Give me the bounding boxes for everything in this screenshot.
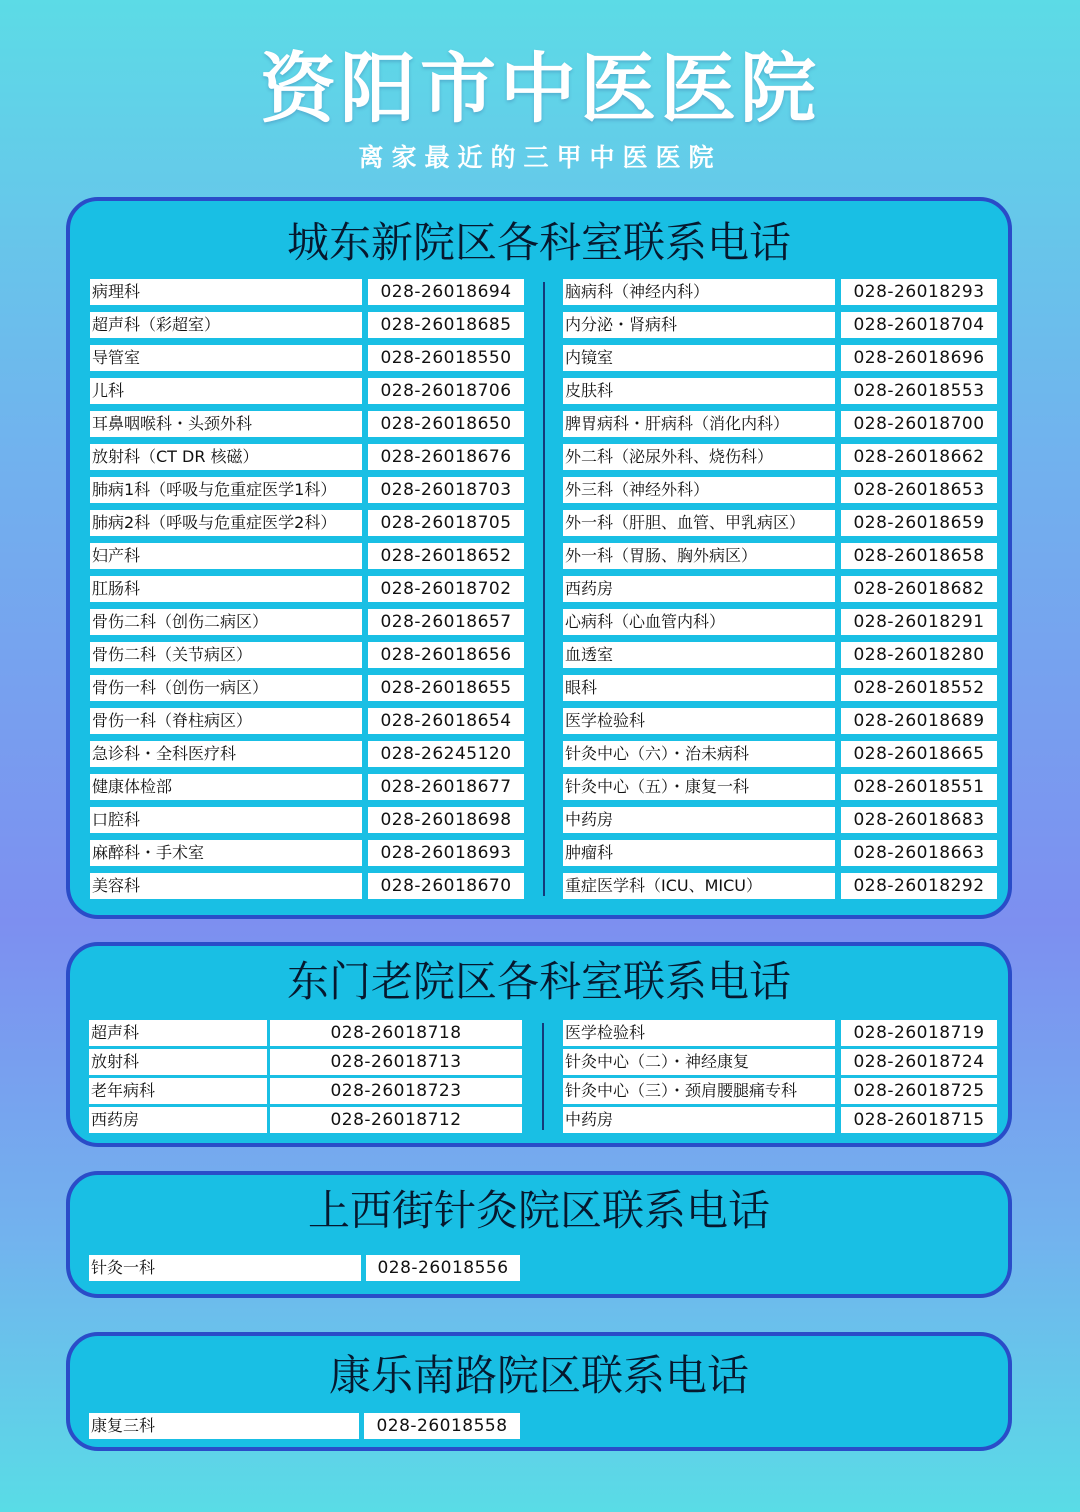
phone-number: 028-26018703 <box>368 477 524 503</box>
department-name: 肺病1科（呼吸与危重症医学1科） <box>90 477 362 503</box>
department-row <box>70 1413 1008 1439</box>
department-row <box>70 1049 1008 1075</box>
department-name: 耳鼻咽喉科・头颈外科 <box>90 411 362 437</box>
phone-number: 028-26018650 <box>368 411 524 437</box>
department-name: 医学检验科 <box>563 1020 835 1046</box>
department-row <box>70 411 1008 437</box>
department-name: 口腔科 <box>90 807 362 833</box>
phone-number: 028-26018704 <box>841 312 997 338</box>
phone-number: 028-26018715 <box>841 1107 997 1133</box>
phone-number: 028-26018663 <box>841 840 997 866</box>
department-name: 骨伤二科（关节病区） <box>90 642 362 668</box>
department-name: 外二科（泌尿外科、烧伤科） <box>563 444 835 470</box>
department-name: 中药房 <box>563 807 835 833</box>
phone-number: 028-26018662 <box>841 444 997 470</box>
department-row <box>70 1255 1008 1281</box>
department-name: 老年病科 <box>89 1078 267 1104</box>
department-row <box>70 807 1008 833</box>
department-name: 内分泌・肾病科 <box>563 312 835 338</box>
hospital-slogan: 离家最近的三甲中医医院 <box>358 143 722 172</box>
department-row <box>70 642 1008 668</box>
phone-number: 028-26018725 <box>841 1078 997 1104</box>
department-name: 超声科（彩超室） <box>90 312 362 338</box>
department-row <box>70 477 1008 503</box>
column-divider <box>542 1023 544 1130</box>
phone-number: 028-26018696 <box>841 345 997 371</box>
department-name: 中药房 <box>563 1107 835 1133</box>
phone-number: 028-26018676 <box>368 444 524 470</box>
department-name: 导管室 <box>90 345 362 371</box>
department-name: 肿瘤科 <box>563 840 835 866</box>
department-row <box>70 609 1008 635</box>
phone-number: 028-26018670 <box>368 873 524 899</box>
campus-section <box>66 1171 1012 1298</box>
department-name: 眼科 <box>563 675 835 701</box>
department-name: 医学检验科 <box>563 708 835 734</box>
hospital-title: 资阳市中医医院 <box>260 44 820 133</box>
phone-number: 028-26018550 <box>368 345 524 371</box>
phone-number: 028-26018705 <box>368 510 524 536</box>
section-title: 康乐南路院区联系电话 <box>328 1351 749 1400</box>
department-name: 病理科 <box>90 279 362 305</box>
phone-number: 028-26018652 <box>368 543 524 569</box>
department-name: 脑病科（神经内科） <box>563 279 835 305</box>
department-name: 皮肤科 <box>563 378 835 404</box>
phone-number: 028-26018654 <box>368 708 524 734</box>
department-name: 超声科 <box>89 1020 267 1046</box>
department-name: 放射科 <box>89 1049 267 1075</box>
phone-number: 028-26018657 <box>368 609 524 635</box>
phone-number: 028-26018693 <box>368 840 524 866</box>
department-name: 骨伤二科（创伤二病区） <box>90 609 362 635</box>
department-name: 骨伤一科（创伤一病区） <box>90 675 362 701</box>
phone-number: 028-26245120 <box>368 741 524 767</box>
phone-number: 028-26018719 <box>841 1020 997 1046</box>
phone-number: 028-26018689 <box>841 708 997 734</box>
phone-number: 028-26018658 <box>841 543 997 569</box>
department-row <box>70 1107 1008 1133</box>
department-name: 针灸中心（五）・康复一科 <box>563 774 835 800</box>
phone-number: 028-26018698 <box>368 807 524 833</box>
phone-number: 028-26018558 <box>364 1413 520 1439</box>
phone-number: 028-26018292 <box>841 873 997 899</box>
phone-number: 028-26018700 <box>841 411 997 437</box>
department-name: 针灸中心（六）・治未病科 <box>563 741 835 767</box>
department-name: 儿科 <box>90 378 362 404</box>
department-name: 西药房 <box>563 576 835 602</box>
phone-number: 028-26018655 <box>368 675 524 701</box>
department-row <box>70 675 1008 701</box>
department-row <box>70 873 1008 899</box>
department-name: 急诊科・全科医疗科 <box>90 741 362 767</box>
department-name: 针灸一科 <box>89 1255 361 1281</box>
department-row <box>70 1078 1008 1104</box>
department-name: 重症医学科（ICU、MICU） <box>563 873 835 899</box>
department-name: 针灸中心（二）・神经康复 <box>563 1049 835 1075</box>
phone-number: 028-26018702 <box>368 576 524 602</box>
phone-number: 028-26018280 <box>841 642 997 668</box>
department-name: 肛肠科 <box>90 576 362 602</box>
phone-number: 028-26018656 <box>368 642 524 668</box>
department-row <box>70 708 1008 734</box>
department-name: 针灸中心（三）・颈肩腰腿痛专科 <box>563 1078 835 1104</box>
department-name: 健康体检部 <box>90 774 362 800</box>
department-name: 外一科（肝胆、血管、甲乳病区） <box>563 510 835 536</box>
department-row <box>70 279 1008 305</box>
department-row <box>70 378 1008 404</box>
department-row <box>70 576 1008 602</box>
section-title: 东门老院区各科室联系电话 <box>286 957 791 1006</box>
department-name: 血透室 <box>563 642 835 668</box>
phone-number: 028-26018556 <box>366 1255 520 1281</box>
phone-number: 028-26018653 <box>841 477 997 503</box>
phone-number: 028-26018659 <box>841 510 997 536</box>
phone-number: 028-26018718 <box>270 1020 522 1046</box>
department-name: 放射科（CT DR 核磁） <box>90 444 362 470</box>
section-title: 上西街针灸院区联系电话 <box>307 1186 770 1235</box>
department-name: 西药房 <box>89 1107 267 1133</box>
phone-number: 028-26018683 <box>841 807 997 833</box>
phone-number: 028-26018552 <box>841 675 997 701</box>
department-name: 内镜室 <box>563 345 835 371</box>
department-name: 麻醉科・手术室 <box>90 840 362 866</box>
phone-number: 028-26018723 <box>270 1078 522 1104</box>
department-name: 肺病2科（呼吸与危重症医学2科） <box>90 510 362 536</box>
department-row <box>70 345 1008 371</box>
phone-number: 028-26018677 <box>368 774 524 800</box>
department-row <box>70 840 1008 866</box>
section-title: 城东新院区各科室联系电话 <box>286 218 791 267</box>
phone-number: 028-26018551 <box>841 774 997 800</box>
department-row <box>70 1020 1008 1046</box>
phone-number: 028-26018291 <box>841 609 997 635</box>
campus-section <box>66 197 1012 919</box>
phone-number: 028-26018665 <box>841 741 997 767</box>
department-name: 外三科（神经外科） <box>563 477 835 503</box>
phone-number: 028-26018713 <box>270 1049 522 1075</box>
campus-section <box>66 1332 1012 1451</box>
phone-number: 028-26018682 <box>841 576 997 602</box>
phone-number: 028-26018724 <box>841 1049 997 1075</box>
campus-section <box>66 942 1012 1147</box>
phone-number: 028-26018553 <box>841 378 997 404</box>
department-name: 脾胃病科・肝病科（消化内科） <box>563 411 835 437</box>
phone-number: 028-26018706 <box>368 378 524 404</box>
phone-number: 028-26018293 <box>841 279 997 305</box>
department-row <box>70 741 1008 767</box>
department-name: 骨伤一科（脊柱病区） <box>90 708 362 734</box>
department-row <box>70 510 1008 536</box>
page-header <box>0 44 1080 176</box>
department-name: 康复三科 <box>89 1413 359 1439</box>
department-name: 外一科（胃肠、胸外病区） <box>563 543 835 569</box>
department-row <box>70 774 1008 800</box>
department-name: 心病科（心血管内科） <box>563 609 835 635</box>
phone-number: 028-26018712 <box>270 1107 522 1133</box>
phone-number: 028-26018694 <box>368 279 524 305</box>
phone-number: 028-26018685 <box>368 312 524 338</box>
column-divider <box>543 282 545 896</box>
department-name: 美容科 <box>90 873 362 899</box>
department-name: 妇产科 <box>90 543 362 569</box>
department-row <box>70 312 1008 338</box>
department-row <box>70 543 1008 569</box>
department-row <box>70 444 1008 470</box>
